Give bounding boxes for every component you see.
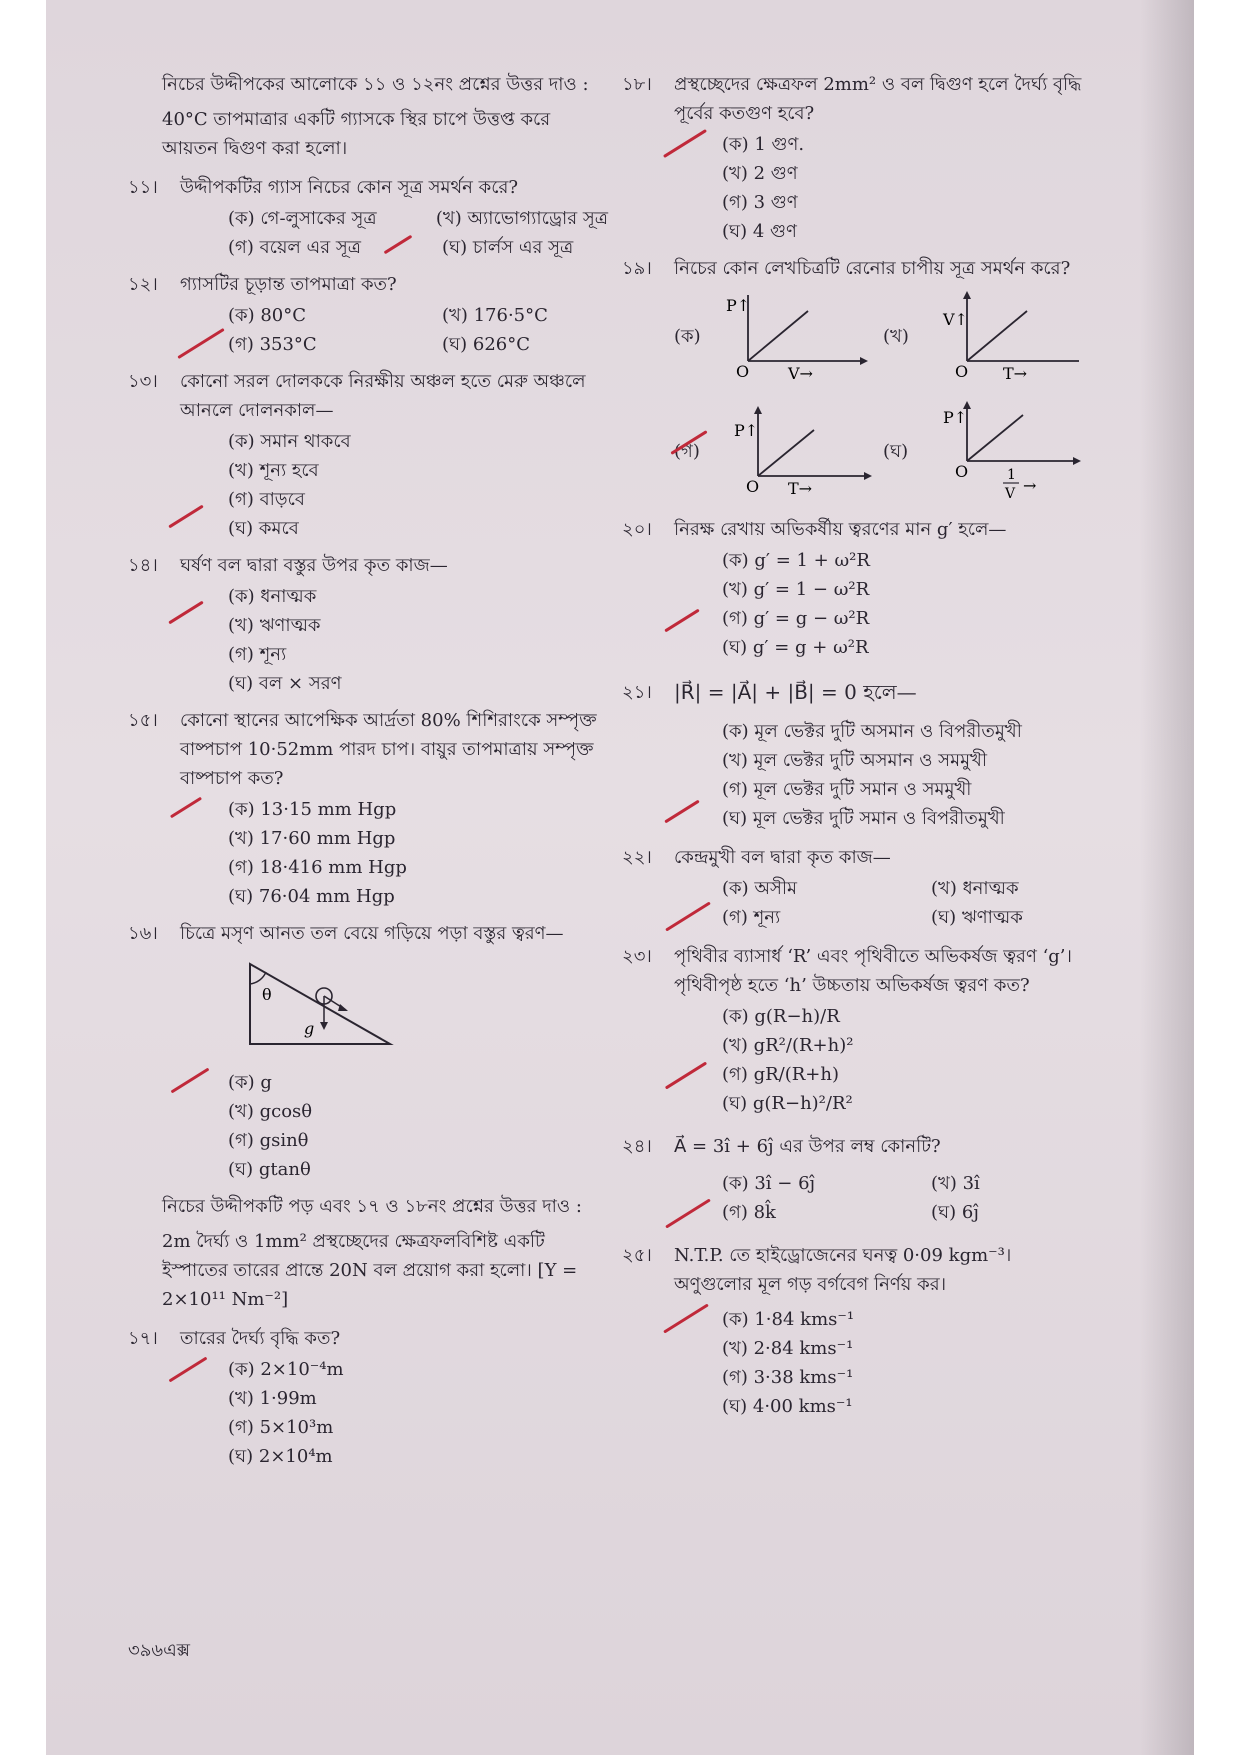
svg-text:P↑: P↑ [726,296,751,315]
option-d[interactable]: (ঘ) 6ĵ [931,1202,979,1223]
option-d[interactable]: (ঘ) 76·04 mm Hgp [228,886,395,907]
question-15: ১৫। কোনো স্থানের আপেক্ষিক আর্দ্রতা 80% শিশিরাংকে সম্পৃক্ত বাষ্পচাপ 10·52mm পারদ চাপ। বায়ুর তাপমাত্রায় সম্পৃক্ত বাষ্পচাপ কত? (ক) 13·15 mm Hgp (খ) 17·60 mm Hgp (গ) 18·416 mm Hgp (ঘ) 76·04 mm Hgp [128,706,608,911]
option-a[interactable]: (ক) 13·15 mm Hgp [228,799,397,820]
question-22: ২২। কেন্দ্রমুখী বল দ্বারা কৃত কাজ— (ক) অসীম (খ) ধনাত্মক (গ) শূন্য (ঘ) ঋণাত্মক [622,843,1092,932]
option-a[interactable]: (ক) গে-লুসাকের সূত্র [228,208,377,229]
svg-text:V: V [1005,486,1016,502]
question-17: ১৭। তারের দৈর্ঘ্য বৃদ্ধি কত? (ক) 2×10⁻⁴m (খ) 1·99m (গ) 5×10³m (ঘ) 2×10⁴m [128,1324,608,1471]
option-a[interactable]: (ক) সমান থাকবে [228,431,351,452]
g-label: g [304,1019,315,1038]
inclined-plane-figure [240,954,440,1064]
question-25: ২৫। N.T.P. তে হাইড্রোজেনের ঘনত্ব 0·09 kgm⁻³। অণুগুলোর মূল গড় বর্গবেগ নির্ণয় কর। (ক) 1·84 kms⁻¹ (খ) 2·84 kms⁻¹ (গ) 3·38 kms⁻¹ (ঘ) 4·00 kms⁻¹ [622,1241,1092,1421]
question-text: উদ্দীপকটির গ্যাস নিচের কোন সূত্র সমর্থন করে? [180,177,518,198]
question-24: ২৪। A⃗ = 3î + 6ĵ এর উপর লম্ব কোনটি? (ক) 3î − 6ĵ (খ) 3î (গ) 8k̂ (ঘ) 6ĵ [622,1132,1092,1227]
question-19: ১৯। নিচের কোন লেখচিত্রটি রেনোর চাপীয় সূত্র সমর্থন করে? (ক) P↑ O V→ (খ) V↑ O T→ (গ) P↑ O T→ (ঘ) P↑ O 1 V → [622,254,1092,501]
question-12: ১২। গ্যাসটির চূড়ান্ত তাপমাত্রা কত? (ক) 80°C (খ) 176·5°C (গ) 353°C (ঘ) 626°C [128,270,608,359]
option-c[interactable]: (গ) 5×10³m [228,1417,334,1438]
option-c[interactable]: (গ) gsinθ [228,1130,309,1151]
question-text: কোনো স্থানের আপেক্ষিক আর্দ্রতা 80% শিশিরাংকে সম্পৃক্ত বাষ্পচাপ 10·52mm পারদ চাপ। বায়ুর তাপমাত্রায় সম্পৃক্ত বাষ্পচাপ কত? [180,710,597,789]
question-20: ২০। নিরক্ষ রেখায় অভিকর্ষীয় ত্বরণের মান g′ হলে— (ক) g′ = 1 + ω²R (খ) g′ = 1 − ω²R (গ) g′ = g − ω²R (ঘ) g′ = g + ω²R [622,515,1092,662]
question-text: ঘর্ষণ বল দ্বারা বস্তুর উপর কৃত কাজ— [180,555,448,576]
option-c[interactable]: (গ) 3 গুণ [722,192,798,213]
svg-text:O: O [736,362,750,381]
option-c[interactable]: (গ) 18·416 mm Hgp [228,857,407,878]
graph-option-c[interactable]: (গ) P↑ O T→ [674,401,883,501]
question-21: ২১। |R⃗| = |A⃗| + |B⃗| = 0 হলে— (ক) মূল ভেক্টর দুটি অসমান ও বিপরীতমুখী (খ) মূল ভেক্টর দুটি অসমান ও সমমুখী (গ) মূল ভেক্টর দুটি সমান ও সমমুখী (ঘ) মূল ভেক্টর দুটি সমান ও বিপরীতমুখী [622,678,1092,833]
option-c[interactable]: (গ) 353°C [228,334,317,355]
stimulus-1-intro: নিচের উদ্দীপকের আলোকে ১১ ও ১২নং প্রশ্নের উত্তর দাও : [162,74,589,95]
question-23: ২৩। পৃথিবীর ব্যাসার্ধ ‘R’ এবং পৃথিবীতে অভিকর্ষজ ত্বরণ ‘g’। পৃথিবীপৃষ্ঠ হতে ‘h’ উচ্চতায় অভিকর্ষজ ত্বরণ কত? (ক) g(R−h)/R (খ) gR²/(R+h)² (গ) gR/(R+h) (ঘ) g(R−h)²/R² [622,942,1092,1118]
option-b[interactable]: (খ) 1·99m [228,1388,317,1409]
option-c[interactable]: (গ) 3·38 kms⁻¹ [722,1367,854,1388]
option-b[interactable]: (খ) শূন্য হবে [228,460,319,481]
option-c[interactable]: (গ) gR/(R+h) [722,1064,839,1085]
question-text: তারের দৈর্ঘ্য বৃদ্ধি কত? [180,1328,341,1349]
option-b[interactable]: (খ) 2·84 kms⁻¹ [722,1338,854,1359]
svg-text:T→: T→ [1003,364,1028,383]
stimulus-2-intro: নিচের উদ্দীপকটি পড় এবং ১৭ ও ১৮নং প্রশ্নের উত্তর দাও : [162,1196,582,1217]
question-text: A⃗ = 3î + 6ĵ এর উপর লম্ব কোনটি? [674,1136,941,1157]
option-a[interactable]: (ক) অসীম [722,878,797,899]
option-b[interactable]: (খ) 176·5°C [442,305,548,326]
v-t-graph [943,291,1083,381]
p-t-graph [734,406,874,496]
option-c[interactable]: (গ) শূন্য [228,644,287,665]
question-text: কেন্দ্রমুখী বল দ্বারা কৃত কাজ— [674,847,891,868]
question-text: নিরক্ষ রেখায় অভিকর্ষীয় ত্বরণের মান g′ হলে— [674,519,1007,540]
svg-text:1: 1 [1007,467,1016,483]
theta-label: θ [262,985,272,1004]
question-13: ১৩। কোনো সরল দোলককে নিরক্ষীয় অঞ্চল হতে মেরু অঞ্চলে আনলে দোলনকাল— (ক) সমান থাকবে (খ) শূন্য হবে (গ) বাড়বে (ঘ) কমবে [128,367,608,543]
graph-option-b[interactable]: (খ) V↑ O T→ [883,291,1092,381]
option-d[interactable]: (ঘ) 626°C [442,334,531,355]
option-a[interactable]: (ক) 80°C [228,305,307,326]
option-c[interactable]: (গ) শূন্য [722,907,781,928]
option-b[interactable]: (খ) gcosθ [228,1101,313,1122]
svg-text:→: → [1023,476,1037,495]
page-shadow [1140,0,1194,1755]
question-text: প্রস্থচ্ছেদের ক্ষেত্রফল 2mm² ও বল দ্বিগুণ হলে দৈর্ঘ্য বৃদ্ধি পূর্বের কতগুণ হবে? [674,74,1082,124]
option-d[interactable]: (ঘ) কমবে [228,518,299,539]
question-14: ১৪। ঘর্ষণ বল দ্বারা বস্তুর উপর কৃত কাজ— (ক) ধনাত্মক (খ) ঋণাত্মক (গ) শূন্য (ঘ) বল × সরণ [128,551,608,698]
option-d[interactable]: (ঘ) 2×10⁴m [228,1446,333,1467]
option-d[interactable]: (ঘ) g′ = g + ω²R [722,637,869,658]
question-text: কোনো সরল দোলককে নিরক্ষীয় অঞ্চল হতে মেরু অঞ্চলে আনলে দোলনকাল— [180,371,586,421]
graph-option-d[interactable]: (ঘ) P↑ O 1 V → [883,401,1092,501]
option-d[interactable]: (ঘ) বল × সরণ [228,673,342,694]
option-b[interactable]: (খ) ঋণাত্মক [228,615,321,636]
option-d[interactable]: (ঘ) মূল ভেক্টর দুটি সমান ও বিপরীতমুখী [722,808,1005,829]
question-18: ১৮। প্রস্থচ্ছেদের ক্ষেত্রফল 2mm² ও বল দ্বিগুণ হলে দৈর্ঘ্য বৃদ্ধি পূর্বের কতগুণ হবে? (ক) 1 গুণ. (খ) 2 গুণ (গ) 3 গুণ (ঘ) 4 গুণ [622,70,1092,246]
option-c[interactable]: (গ) বয়েল এর সূত্র [228,237,361,258]
svg-text:P↑: P↑ [734,421,759,440]
question-11: ১১। উদ্দীপকটির গ্যাস নিচের কোন সূত্র সমর্থন করে? (ক) গে-লুসাকের সূত্র (খ) অ্যাভোগ্যাড্রোর সূত্র (গ) বয়েল এর সূত্র (ঘ) চার্লস এর সূত্র [128,173,608,262]
option-b[interactable]: (খ) অ্যাভোগ্যাড্রোর সূত্র [435,208,608,229]
option-c[interactable]: (গ) g′ = g − ω²R [722,608,870,629]
option-a[interactable]: (ক) 1 গুণ. [722,134,805,155]
option-c[interactable]: (গ) 8k̂ [722,1202,776,1223]
option-d[interactable]: (ঘ) চার্লস এর সূত্র [442,237,574,258]
question-text: নিচের কোন লেখচিত্রটি রেনোর চাপীয় সূত্র সমর্থন করে? [674,258,1071,279]
svg-text:O: O [955,362,969,381]
svg-text:V→: V→ [788,364,813,383]
option-b[interactable]: (খ) gR²/(R+h)² [722,1035,854,1056]
option-d[interactable]: (ঘ) g(R−h)²/R² [722,1093,853,1114]
svg-text:T→: T→ [788,479,813,498]
stimulus-2: 2m দৈর্ঘ্য ও 1mm² প্রস্থচ্ছেদের ক্ষেত্রফলবিশিষ্ট একটি ইস্পাতের তারের প্রান্তে 20N বল প্রয়োগ করা হলো। [Y = 2×10¹¹ Nm⁻²] [162,1231,578,1310]
left-column [128,70,608,1479]
option-c[interactable]: (গ) মূল ভেক্টর দুটি সমান ও সমমুখী [722,779,972,800]
option-a[interactable]: (ক) g′ = 1 + ω²R [722,550,870,571]
question-16: ১৬। চিত্রে মসৃণ আনত তল বেয়ে গড়িয়ে পড়া বস্তুর ত্বরণ— θ g (ক) g (খ) gcosθ (গ) gsinθ (ঘ) gtanθ [128,919,608,1184]
option-b[interactable]: (খ) 17·60 mm Hgp [228,828,396,849]
p-v-graph [726,291,874,383]
option-b[interactable]: (খ) g′ = 1 − ω²R [722,579,870,600]
p-inverse-v-graph [943,401,1083,501]
question-text: |R⃗| = |A⃗| + |B⃗| = 0 হলে— [674,680,917,704]
svg-text:V↑: V↑ [943,310,968,329]
option-d[interactable]: (ঘ) gtanθ [228,1159,311,1180]
right-column [622,70,1092,1429]
question-text: চিত্রে মসৃণ আনত তল বেয়ে গড়িয়ে পড়া বস্তুর ত্বরণ— [180,923,564,944]
option-d[interactable]: (ঘ) 4·00 kms⁻¹ [722,1396,853,1417]
option-d[interactable]: (ঘ) ঋণাত্মক [931,907,1023,928]
option-d[interactable]: (ঘ) 4 গুণ [722,221,797,242]
question-text: গ্যাসটির চূড়ান্ত তাপমাত্রা কত? [180,274,397,295]
option-a[interactable]: (ক) g(R−h)/R [722,1006,840,1027]
graph-option-a[interactable]: (ক) P↑ O V→ [674,291,883,381]
option-a[interactable]: (ক) 2×10⁻⁴m [228,1359,344,1380]
svg-text:O: O [955,462,969,481]
option-b[interactable]: (খ) ধনাত্মক [931,878,1019,899]
svg-text:O: O [746,477,760,496]
option-c[interactable]: (গ) বাড়বে [228,489,305,510]
option-b[interactable]: (খ) 3î [931,1173,980,1194]
option-a[interactable]: (ক) ধনাত্মক [228,586,317,607]
page-footer-code: ৩৯৬এক্স [128,1640,191,1661]
option-a[interactable]: (ক) 3î − 6ĵ [722,1173,816,1194]
option-b[interactable]: (খ) মূল ভেক্টর দুটি অসমান ও সমমুখী [722,750,988,771]
question-text: পৃথিবীর ব্যাসার্ধ ‘R’ এবং পৃথিবীতে অভিকর্ষজ ত্বরণ ‘g’। পৃথিবীপৃষ্ঠ হতে ‘h’ উচ্চতায় অভিকর্ষজ ত্বরণ কত? [674,946,1072,996]
option-b[interactable]: (খ) 2 গুণ [722,163,798,184]
option-a[interactable]: (ক) g [228,1072,272,1093]
option-a[interactable]: (ক) 1·84 kms⁻¹ [722,1309,855,1330]
svg-text:P↑: P↑ [943,408,968,427]
stimulus-1: 40°C তাপমাত্রার একটি গ্যাসকে স্থির চাপে উত্তপ্ত করে আয়তন দ্বিগুণ করা হলো। [162,109,551,159]
question-text: N.T.P. তে হাইড্রোজেনের ঘনত্ব 0·09 kgm⁻³। অণুগুলোর মূল গড় বর্গবেগ নির্ণয় কর। [674,1245,1012,1295]
option-a[interactable]: (ক) মূল ভেক্টর দুটি অসমান ও বিপরীতমুখী [722,721,1022,742]
